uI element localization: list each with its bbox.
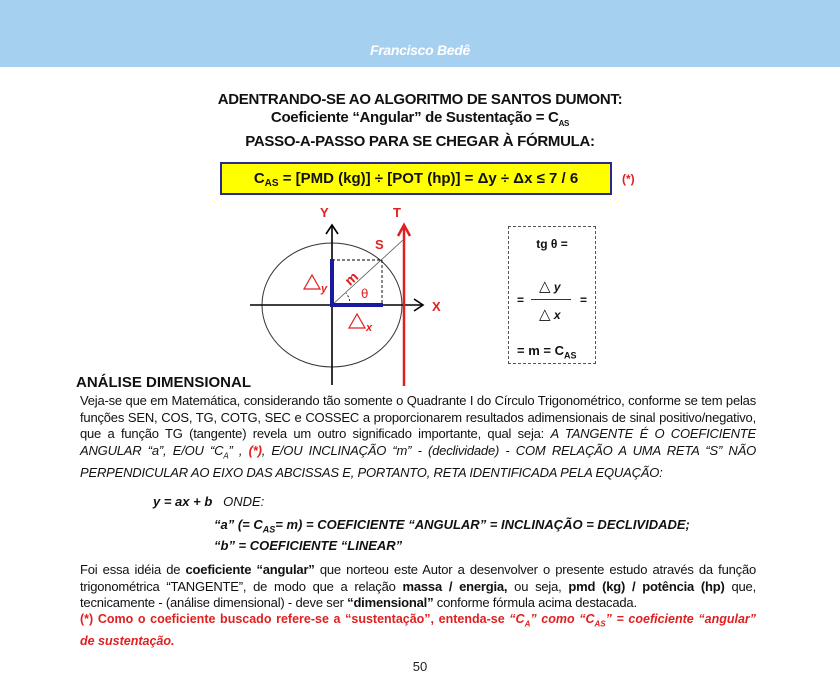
- author-name: Francisco Bedê: [369, 42, 471, 58]
- label-x: X: [432, 299, 441, 314]
- definition-b: “b” = COEFICIENTE “LINEAR”: [214, 537, 403, 553]
- line-equation: y = ax + b ONDE:: [153, 494, 265, 509]
- label-y: Y: [320, 205, 329, 220]
- fraction-denominator: △ x: [539, 306, 561, 323]
- delta-fraction: [509, 277, 595, 327]
- section-title: ANÁLISE DIMENSIONAL: [76, 374, 252, 391]
- delta-x-triangle-icon: [349, 314, 365, 328]
- delta-y-triangle-icon: [304, 275, 320, 289]
- footnote: (*) Como o coeficiente buscado refere-se a “sustentação”, entenda-se “$C_A$” como “$C_{AS}$” = coeficiente “angular” de sustentação.: [80, 612, 757, 649]
- footnote-mark: (*): [622, 172, 635, 186]
- fraction-bar: [531, 299, 571, 300]
- equals-right: =: [579, 293, 587, 307]
- paragraph-2: Foi essa idéia de coeficiente “angular” que norteou este Autor a desenvolver o presente estudo através da função trigonométrica “TANGENTE”, de modo que a relação massa / energia, ou seja, pmd (kg) / potência (hp) que, tecnicamente - (análise dimensional) - deve ser “dimensional” conforme fórmula acima destacada.: [80, 562, 757, 611]
- delta-icon: △: [539, 278, 551, 295]
- label-delta-y: y: [321, 283, 328, 295]
- label-s: S: [375, 237, 384, 252]
- label-m: m: [341, 268, 362, 289]
- page-number: 50: [412, 659, 428, 674]
- fraction-numerator: △ y: [539, 278, 561, 295]
- tangent-definition-box: [508, 226, 596, 364]
- label-t: T: [393, 205, 401, 220]
- definitions: [214, 517, 690, 554]
- equals-left: =: [517, 293, 525, 307]
- m-equals-cas-line: = $m = C_{AS}$: [517, 343, 577, 361]
- formula-box: $C_{AS} = [PMD$ (kg)] ÷ [POT (hp)] = Δy ÷ Δx ≤ 7 / 6: [220, 162, 612, 195]
- title-line-1: ADENTRANDO-SE AO ALGORITMO DE SANTOS DUMONT:: [217, 91, 623, 108]
- definition-a: “a” (= $C_{AS}= m$) = COEFICIENTE “ANGULAR” = INCLINAÇÃO = DECLIVIDADE;: [214, 517, 690, 535]
- title-block: [0, 91, 840, 151]
- header-band: [0, 0, 840, 67]
- label-delta-x: x: [366, 322, 373, 334]
- title-line-3: PASSO-A-PASSO PARA SE CHEGAR À FÓRMULA:: [245, 133, 595, 150]
- delta-icon: △: [539, 306, 551, 323]
- label-theta: θ: [361, 287, 369, 301]
- paragraph-1: Veja-se que em Matemática, considerando tão somente o Quadrante I do Círculo Trigonométrico, conforme se tem pelas funções SEN, COS, TG, COTG, SEC e COSSEC a proporcionarem resultados adimensionais de sinal positivo/negativo, que a função TG (tangente) revela um outro significado importante, qual seja: A TANGENTE É O COEFICIENTE ANGULAR “a”, E/OU “$C_A$” , (*), E/OU INCLINAÇÃO “m” - (declividade) - COM RELAÇÃO A UMA RETA “S” NÃO PERPENDICULAR AO EIXO DAS ABCISSAS E, PORTANTO, RETA IDENTIFICADA PELA EQUAÇÃO:: [80, 393, 757, 480]
- footnote-ref: (*): [248, 442, 262, 458]
- trig-circle-diagram: [240, 200, 460, 390]
- tg-theta-line: tg θ =: [536, 237, 568, 251]
- title-line-2: Coeficiente “Angular” de Sustentação = $C_{AS}$: [270, 109, 570, 128]
